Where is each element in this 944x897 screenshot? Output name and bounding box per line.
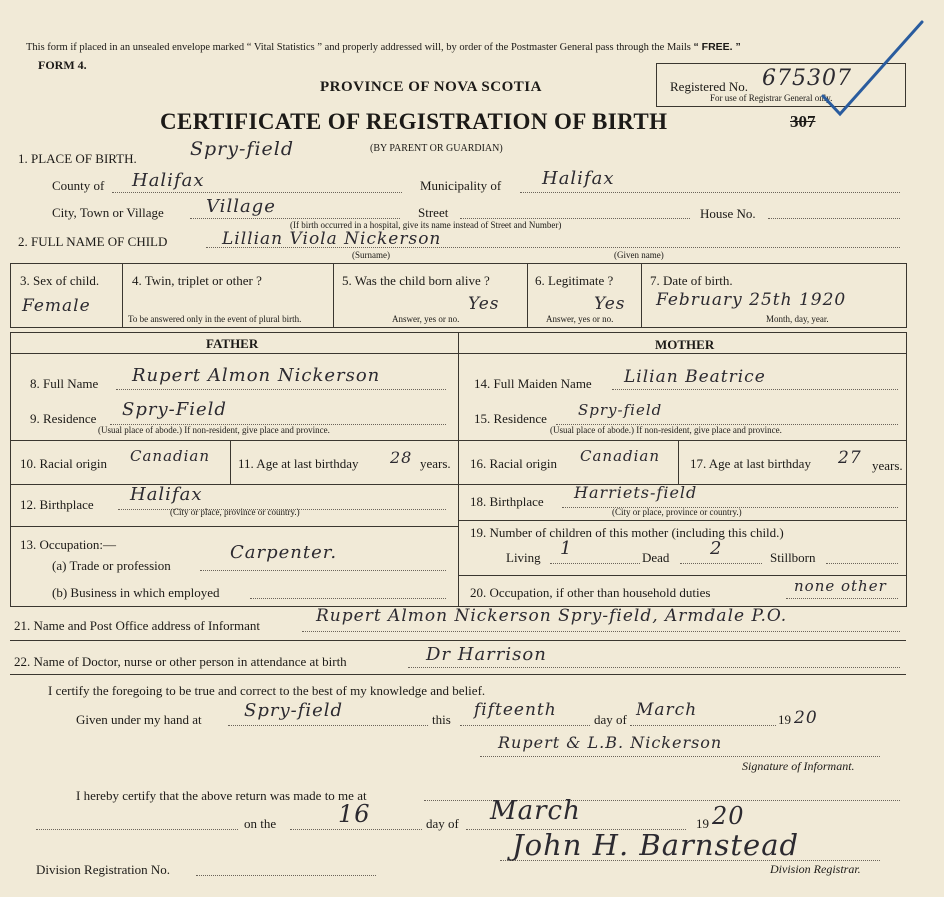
father-birthplace-label: 12. Birthplace xyxy=(20,497,94,512)
certificate-subtitle: (BY PARENT OR GUARDIAN) xyxy=(370,143,503,154)
form-code: 307 xyxy=(790,112,816,131)
twin-note: To be answered only in the event of plural birth. xyxy=(128,314,302,324)
form-number: FORM 4. xyxy=(38,58,87,72)
father-heading: FATHER xyxy=(206,336,259,351)
house-number-label: House No. xyxy=(700,206,756,221)
legitimate-note: Answer, yes or no. xyxy=(546,314,614,324)
dead-label: Dead xyxy=(642,550,670,565)
registrar-on-label: on the xyxy=(244,816,277,831)
given-day-of-label: day of xyxy=(594,712,627,727)
given-year-prefix: 19 xyxy=(778,712,791,727)
mother-residence-label: 15. Residence xyxy=(474,411,547,426)
mother-age-value: 27 xyxy=(838,448,862,468)
mother-birthplace-value: Harriets-field xyxy=(574,483,698,502)
mother-name-label: 14. Full Maiden Name xyxy=(474,376,592,391)
father-residence-value: Spry-Field xyxy=(122,399,227,420)
certify-statement: I certify the foregoing to be true and correct to the best of my knowledge and belief. xyxy=(48,683,486,698)
dob-note: Month, day, year. xyxy=(766,314,829,324)
registered-label: Registered No. xyxy=(670,79,748,94)
informant-label: 21. Name and Post Office address of Informant xyxy=(14,618,260,633)
mother-age-label: 17. Age at last birthday xyxy=(690,456,811,471)
informant-signature: Rupert & L.B. Nickerson xyxy=(498,733,723,752)
hospital-note: (If birth occurred in a hospital, give its name instead of Street and Number) xyxy=(290,220,562,230)
city-label: City, Town or Village xyxy=(52,205,164,220)
doctor-value: Dr Harrison xyxy=(426,644,547,665)
registrar-statement: I hereby certify that the above return was made to me at xyxy=(76,788,367,803)
living-label: Living xyxy=(506,550,541,565)
father-birthplace-value: Halifax xyxy=(130,484,203,505)
dob-label: 7. Date of birth. xyxy=(650,273,733,288)
this-label: this xyxy=(432,712,451,727)
mother-occupation-value: none other xyxy=(794,577,887,595)
legitimate-label: 6. Legitimate ? xyxy=(535,273,614,288)
doctor-label: 22. Name of Doctor, nurse or other person in attendance at birth xyxy=(14,654,347,669)
mother-name-value: Lilian Beatrice xyxy=(624,367,766,387)
informant-signature-label: Signature of Informant. xyxy=(742,759,855,773)
father-racial-value: Canadian xyxy=(130,447,211,465)
father-years-label: years. xyxy=(420,456,451,471)
twin-label: 4. Twin, triplet or other ? xyxy=(132,273,262,288)
registrar-year-prefix: 19 xyxy=(696,816,709,831)
mail-notice: This form if placed in an unsealed envelope marked “ Vital Statistics ” and properly addressed will, by order of the Postmaster General pass through the Mails “ FREE. ” xyxy=(26,41,741,53)
registrar-note: For use of Registrar General only. xyxy=(710,93,833,103)
father-residence-note: (Usual place of abode.) If non-resident, give place and province. xyxy=(98,425,330,435)
given-under-hand-label: Given under my hand at xyxy=(76,712,202,727)
given-place-value: Spry-field xyxy=(244,700,344,721)
municipality-label: Municipality of xyxy=(420,178,502,193)
given-day-value: fifteenth xyxy=(474,700,557,720)
certificate-title: CERTIFICATE OF REGISTRATION OF BIRTH xyxy=(160,109,668,134)
father-residence-label: 9. Residence xyxy=(30,411,97,426)
informant-value: Rupert Almon Nickerson Spry-field, Armdale P.O. xyxy=(316,606,788,626)
given-year-value: 20 xyxy=(794,708,818,728)
father-age-label: 11. Age at last birthday xyxy=(238,456,359,471)
registrar-signature: John H. Barnstead xyxy=(512,828,800,862)
street-label: Street xyxy=(418,205,449,220)
mother-heading: MOTHER xyxy=(655,337,715,352)
dead-value: 2 xyxy=(710,538,723,559)
father-racial-label: 10. Racial origin xyxy=(20,456,108,471)
check-mark-icon xyxy=(818,18,928,118)
county-value: Halifax xyxy=(132,170,205,191)
given-month-value: March xyxy=(636,700,698,720)
father-trade-label: (a) Trade or profession xyxy=(52,558,171,573)
father-name-label: 8. Full Name xyxy=(30,376,99,391)
living-value: 1 xyxy=(560,538,573,559)
legitimate-value: Yes xyxy=(594,294,626,314)
given-name-caption: (Given name) xyxy=(614,250,664,260)
mother-occupation-label: 20. Occupation, if other than household duties xyxy=(470,585,711,600)
mother-racial-label: 16. Racial origin xyxy=(470,456,558,471)
sex-label: 3. Sex of child. xyxy=(20,273,100,288)
father-trade-value: Carpenter. xyxy=(230,542,338,563)
mother-residence-note: (Usual place of abode.) If non-resident, give place and province. xyxy=(550,425,782,435)
father-age-value: 28 xyxy=(390,448,413,467)
county-label: County of xyxy=(52,178,105,193)
registrar-day-of-label: day of xyxy=(426,816,459,831)
division-registration-label: Division Registration No. xyxy=(36,862,170,877)
father-occupation-label: 13. Occupation:— xyxy=(20,537,117,552)
municipality-value: Halifax xyxy=(542,168,615,189)
registrar-month-value: March xyxy=(490,796,581,826)
born-alive-value: Yes xyxy=(468,294,500,314)
registrar-year-value: 20 xyxy=(712,802,745,830)
born-alive-note: Answer, yes or no. xyxy=(392,314,460,324)
child-name-value: Lillian Viola Nickerson xyxy=(222,229,442,249)
place-of-birth-value: Spry-field xyxy=(190,138,295,160)
registrar-day-value: 16 xyxy=(338,800,371,828)
place-of-birth-label: 1. PLACE OF BIRTH. xyxy=(18,151,137,166)
mother-residence-value: Spry-field xyxy=(578,401,663,419)
mother-birthplace-note: (City or place, province or country.) xyxy=(612,507,742,517)
mother-years-label: years. xyxy=(872,458,903,473)
province-heading: PROVINCE OF NOVA SCOTIA xyxy=(320,79,542,95)
sex-value: Female xyxy=(22,296,91,316)
father-business-label: (b) Business in which employed xyxy=(52,585,220,600)
born-alive-label: 5. Was the child born alive ? xyxy=(342,273,490,288)
mother-birthplace-label: 18. Birthplace xyxy=(470,494,544,509)
father-birthplace-note: (City or place, province or country.) xyxy=(170,507,300,517)
mother-children-label: 19. Number of children of this mother (including this child.) xyxy=(470,525,784,540)
child-name-label: 2. FULL NAME OF CHILD xyxy=(18,234,168,249)
stillborn-label: Stillborn xyxy=(770,550,816,565)
mother-racial-value: Canadian xyxy=(580,447,661,465)
registered-number: 675307 xyxy=(762,66,852,91)
city-value: Village xyxy=(206,196,276,217)
registrar-signature-label: Division Registrar. xyxy=(770,862,861,876)
dob-value: February 25th 1920 xyxy=(656,290,847,310)
father-name-value: Rupert Almon Nickerson xyxy=(132,365,381,386)
surname-caption: (Surname) xyxy=(352,250,390,260)
